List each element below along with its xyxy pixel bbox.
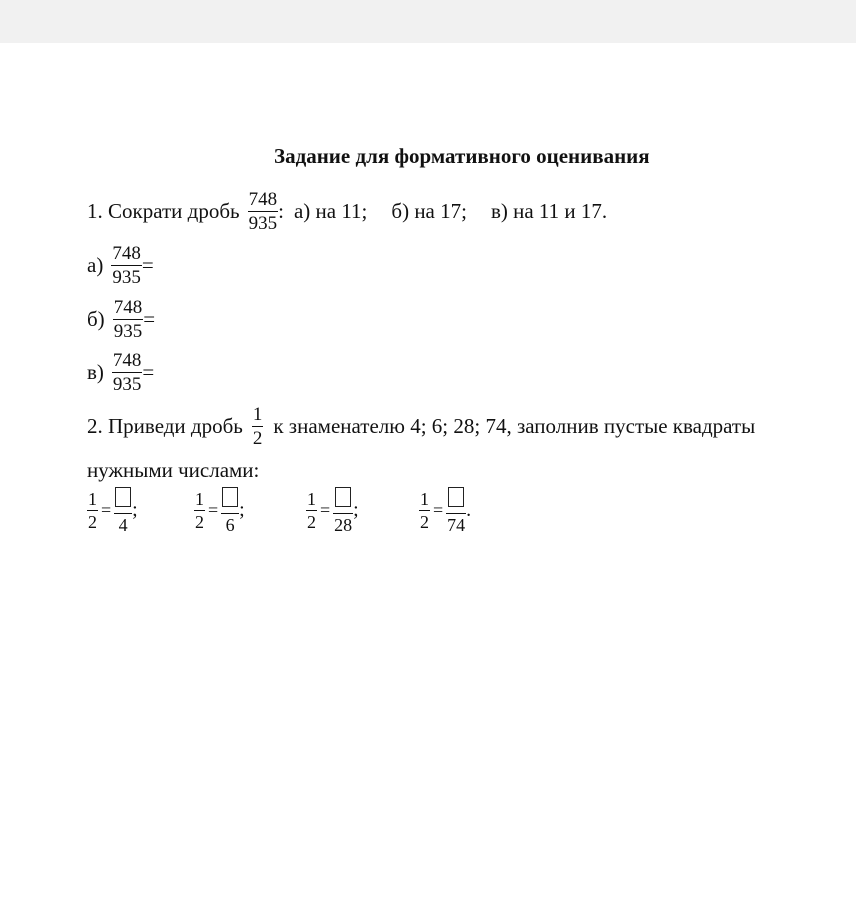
item-punctuation: ;: [239, 499, 245, 521]
task2-suffix: к знаменателю 4; 6; 28; 74, заполнив пустые квадраты: [273, 414, 756, 438]
blank-numerator-box[interactable]: [334, 487, 352, 513]
target-fraction: [114, 487, 132, 534]
task2-line2: нужными числами:: [87, 458, 260, 482]
fraction-denominator: 4: [118, 515, 128, 535]
task1-statement: [87, 190, 607, 233]
equals-sign: =: [320, 500, 331, 520]
fraction-numerator: 1: [195, 489, 204, 509]
task2-statement-line2: [87, 458, 259, 483]
task1-fraction: [248, 190, 279, 233]
equals-sign: =: [143, 307, 156, 331]
task1-option-a: а) на 11;: [293, 199, 368, 223]
answer-fraction: [113, 298, 144, 341]
answer-label: б): [87, 307, 105, 331]
task2-fraction: [252, 405, 264, 448]
answer-fraction: [111, 244, 142, 287]
blank-numerator-box[interactable]: [114, 487, 132, 513]
fraction-numerator: 1: [88, 489, 97, 509]
task1-colon: :: [278, 199, 284, 223]
equals-sign: =: [141, 253, 154, 277]
target-fraction: [333, 487, 353, 534]
task1-prefix: 1. Сократи дробь: [87, 199, 240, 223]
task2-item-1: [87, 487, 138, 534]
fraction-denominator: 6: [225, 515, 235, 535]
top-bar: [0, 0, 856, 43]
target-fraction: [446, 487, 466, 534]
task2-prefix: 2. Приведи дробь: [87, 414, 243, 438]
fraction-denominator: 2: [252, 428, 263, 449]
item-punctuation: ;: [353, 499, 359, 521]
fraction-numerator: 748: [112, 350, 142, 371]
fraction-numerator: 748: [112, 243, 141, 264]
equals-sign: =: [142, 360, 155, 384]
source-fraction: [419, 490, 430, 531]
item-punctuation: ;: [132, 499, 138, 521]
task1-answer-b: [87, 298, 155, 341]
page-title: Задание для формативного оценивания: [274, 144, 650, 168]
answer-fraction: [112, 351, 143, 394]
fraction-numerator: 1: [420, 489, 429, 509]
source-fraction: [87, 490, 98, 531]
blank-numerator-box[interactable]: [221, 487, 239, 513]
fraction-denominator: 74: [447, 515, 466, 535]
fraction-denominator: 2: [88, 512, 97, 532]
fraction-numerator: 1: [252, 404, 263, 425]
task2-statement: [87, 405, 755, 448]
document-page: [0, 43, 856, 919]
item-punctuation: .: [466, 499, 472, 521]
task2-item-2: [194, 487, 245, 534]
answer-label: в): [87, 360, 104, 384]
task1-answer-a: [87, 244, 154, 287]
equals-sign: =: [101, 500, 112, 520]
fraction-denominator: 28: [334, 515, 353, 535]
fraction-denominator: 935: [112, 267, 141, 288]
task2-item-4: [419, 487, 471, 534]
equals-sign: =: [208, 500, 219, 520]
fraction-numerator: 1: [307, 489, 316, 509]
source-fraction: [194, 490, 205, 531]
answer-label: а): [87, 253, 104, 277]
fraction-denominator: 935: [112, 374, 142, 395]
task1-answer-c: [87, 351, 154, 394]
target-fraction: [221, 487, 239, 534]
equals-sign: =: [433, 500, 444, 520]
fraction-denominator: 935: [248, 213, 278, 234]
fraction-denominator: 2: [420, 512, 429, 532]
fraction-denominator: 2: [307, 512, 316, 532]
fraction-numerator: 748: [113, 297, 143, 318]
task1-option-b: б) на 17;: [391, 199, 467, 223]
task2-item-3: [306, 487, 359, 534]
blank-numerator-box[interactable]: [447, 487, 465, 513]
fraction-denominator: 2: [195, 512, 204, 532]
fraction-numerator: 748: [248, 189, 278, 210]
task1-option-c: в) на 11 и 17.: [490, 199, 608, 223]
fraction-denominator: 935: [113, 321, 143, 342]
source-fraction: [306, 490, 317, 531]
